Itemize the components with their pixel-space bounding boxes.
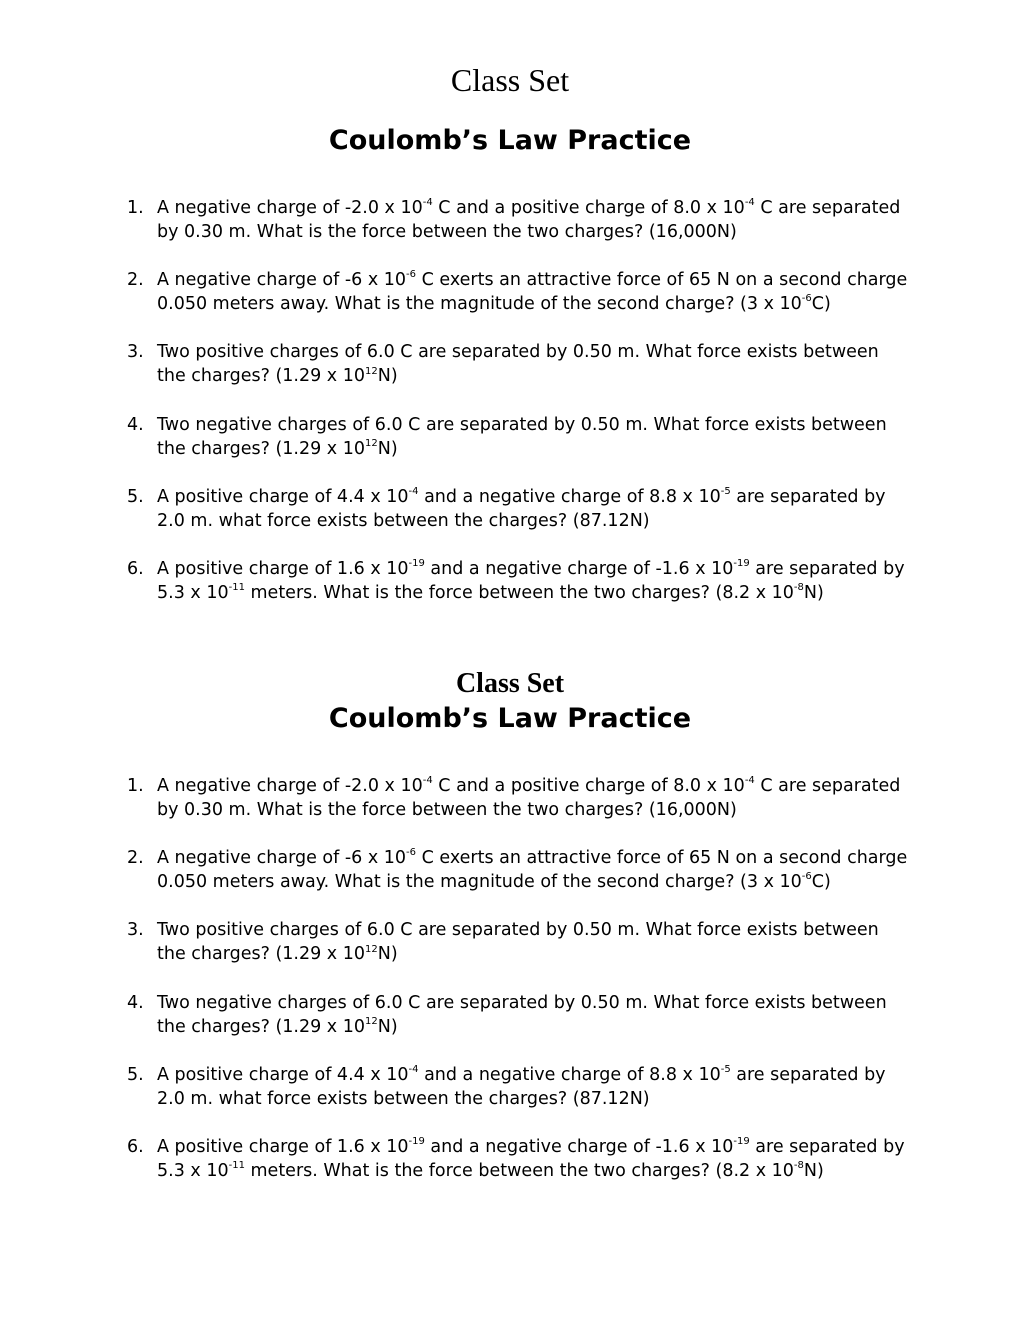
question-line: by 0.30 m. What is the force between the two charges? (16,000N) [157, 800, 737, 820]
class-set-heading: Class Set [450, 62, 570, 98]
question-item [0, 774, 1020, 822]
question-number: 3. [127, 920, 144, 941]
question-line: 2.0 m. what force exists between the charges? (87.12N) [157, 510, 650, 531]
question-number: 5. [127, 486, 144, 507]
question-line: A positive charge of 1.6 x $10^{-19}$ and a negative charge of -1.6 x $10^{-19}$ are separated by [157, 1136, 905, 1157]
question-line: the charges? (1.29 x $10^{12}N$) [157, 943, 398, 965]
question-line: A positive charge of 1.6 x $10^{-19}$ and a negative charge of -1.6 x $10^{-19}$ are separated by [157, 558, 905, 579]
question-item [0, 846, 1020, 894]
question-item [0, 991, 1020, 1039]
question-line: 5.3 x $10^{-11}$ meters. What is the force between the two charges? (8.2 x $10^{-8}N$) [157, 1160, 824, 1181]
section-1-title-wrap [0, 124, 1020, 158]
question-line: Two negative charges of 6.0 C are separated by 0.50 m. What force exists between [157, 414, 887, 435]
question-number: 1. [127, 776, 144, 796]
section-2-question-list [0, 774, 1020, 1207]
question-line: Two positive charges of 6.0 C are separated by 0.50 m. What force exists between [157, 920, 879, 941]
question-item [0, 485, 1020, 533]
section-2-header [0, 668, 1020, 700]
question-line: 0.050 meters away. What is the magnitude of the second charge? (3 x $10^{-6}C$) [157, 871, 831, 893]
question-line: A negative charge of -6 x $10^{-6}$ C exerts an attractive force of 65 N on a second charge [157, 269, 908, 291]
question-item [0, 196, 1020, 244]
question-line: Two negative charges of 6.0 C are separated by 0.50 m. What force exists between [157, 992, 887, 1013]
class-set-heading: Class Set [455, 668, 565, 699]
section-1-header [0, 62, 1020, 98]
question-line: 5.3 x $10^{-11}$ meters. What is the force between the two charges? (8.2 x $10^{-8}N$) [157, 582, 824, 603]
question-item [0, 1135, 1020, 1183]
section-1-question-list [0, 196, 1020, 629]
page-title: Coulomb’s Law Practice [328, 703, 692, 734]
question-item [0, 340, 1020, 388]
question-number: 1. [127, 198, 144, 218]
question-line: A negative charge of -2.0 x $10^{-4}$ C and a positive charge of 8.0 x $10^{-4}$ C are separated [157, 197, 901, 218]
question-number: 6. [127, 558, 144, 579]
question-item [0, 557, 1020, 605]
question-number: 6. [127, 1136, 144, 1157]
question-line: A negative charge of -6 x $10^{-6}$ C exerts an attractive force of 65 N on a second charge [157, 847, 908, 869]
question-line: the charges? (1.29 x $10^{12}N$) [157, 437, 398, 459]
question-item [0, 268, 1020, 316]
question-number: 3. [127, 342, 144, 363]
question-line: A positive charge of 4.4 x $10^{-4}$ and a negative charge of 8.8 x $10^{-5}$ are separated by [157, 485, 886, 507]
question-line: 0.050 meters away. What is the magnitude of the second charge? (3 x $10^{-6}C$) [157, 293, 831, 315]
page-title: Coulomb’s Law Practice [328, 125, 692, 156]
question-item [0, 1063, 1020, 1111]
question-line: A positive charge of 4.4 x $10^{-4}$ and a negative charge of 8.8 x $10^{-5}$ are separated by [157, 1063, 886, 1085]
question-line: Two positive charges of 6.0 C are separated by 0.50 m. What force exists between [157, 342, 879, 363]
question-number: 2. [127, 848, 144, 869]
question-number: 2. [127, 270, 144, 291]
question-line: the charges? (1.29 x $10^{12}N$) [157, 1015, 398, 1037]
question-number: 5. [127, 1064, 144, 1085]
question-line: 2.0 m. what force exists between the charges? (87.12N) [157, 1088, 650, 1109]
question-line: A negative charge of -2.0 x $10^{-4}$ C and a positive charge of 8.0 x $10^{-4}$ C are separated [157, 775, 901, 796]
question-number: 4. [127, 992, 144, 1013]
question-number: 4. [127, 414, 144, 435]
question-item [0, 918, 1020, 966]
question-line: the charges? (1.29 x $10^{12}N$) [157, 365, 398, 387]
question-line: by 0.30 m. What is the force between the two charges? (16,000N) [157, 222, 737, 242]
section-2-title-wrap [0, 702, 1020, 736]
question-item [0, 413, 1020, 461]
